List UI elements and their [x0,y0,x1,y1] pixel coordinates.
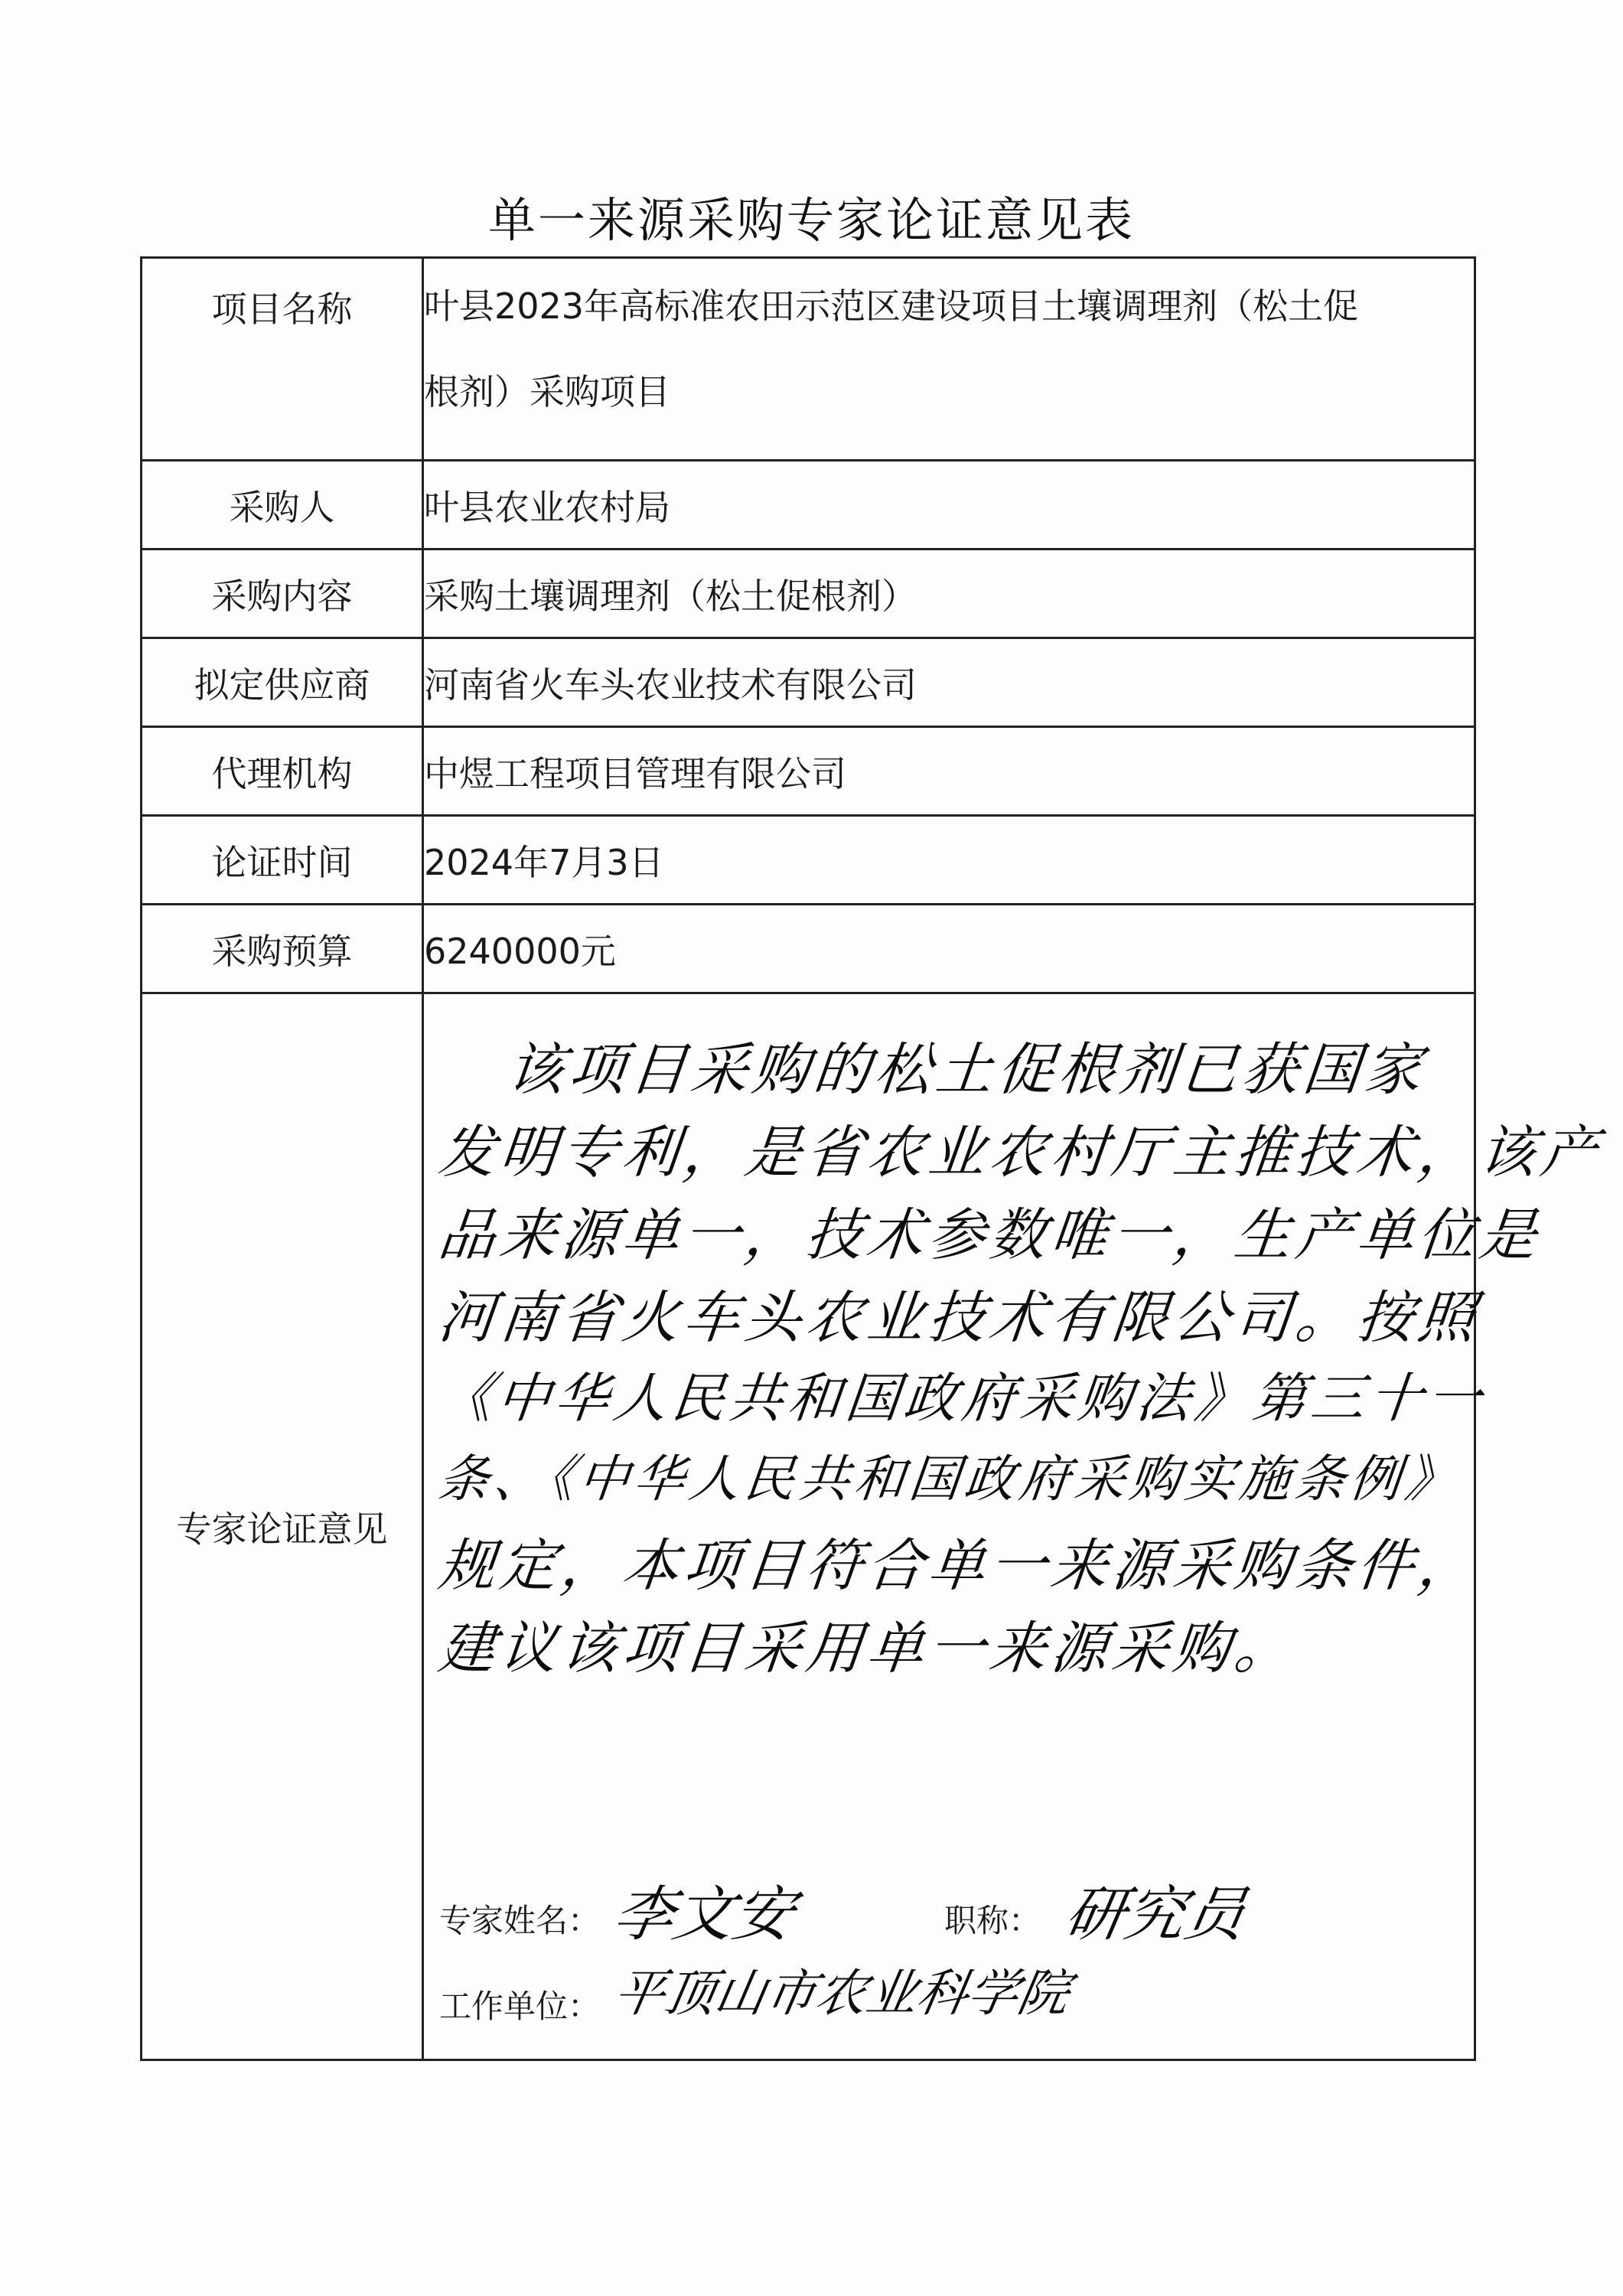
value-project-name-line1: 叶县2023年高标准农田示范区建设项目土壤调理剂（松土促 [424,285,1359,327]
label-purchaser: 采购人 [142,461,423,550]
form-title: 单一来源采购专家论证意见表 [487,192,1135,248]
handwritten-line: 该项目采购的松土促根剂已获国家 [504,1037,1429,1103]
row-expert-opinion [142,993,1475,2060]
title-signature: 研究员 [1059,1880,1251,1949]
opinion-form-table [140,256,1605,2061]
label-date: 论证时间 [142,816,423,905]
row-supplier [142,638,1475,727]
handwritten-line: 《中华人民共和国政府采购法》第三十一 [435,1367,1489,1430]
label-agency: 代理机构 [142,727,423,816]
opinion-area [424,994,1605,2059]
handwritten-line: 条、《中华人民共和国政府采购实施条例》 [435,1450,1464,1508]
value-content: 采购土壤调理剂（松土促根剂） [423,550,1475,638]
expert-name-signature: 李文安 [608,1880,800,1949]
value-date: 2024年7月3日 [423,816,1475,905]
row-purchaser [142,461,1475,550]
value-project-name-line2: 根剂）采购项目 [424,371,670,413]
handwritten-line: 建议该项目采用单一来源采购。 [435,1616,1299,1681]
row-agency [142,727,1475,816]
value-project-name [423,258,1475,461]
employer-label: 工作单位： [439,1988,601,2025]
employer-signature: 平顶山市农业科学院 [609,1964,1074,2023]
value-purchaser: 叶县农业农村局 [423,461,1475,550]
label-supplier: 拟定供应商 [142,638,423,727]
handwritten-line: 品来源单一，技术参数唯一，生产单位是 [435,1202,1544,1268]
row-project-name [142,258,1475,461]
title-label: 职称： [944,1902,1041,1939]
label-project-name: 项目名称 [142,258,423,461]
value-agency: 中煜工程项目管理有限公司 [423,727,1475,816]
expert-name-label: 专家姓名： [439,1902,601,1939]
row-date [142,816,1475,905]
row-content [142,550,1475,638]
value-supplier: 河南省火车头农业技术有限公司 [423,638,1475,727]
label-budget: 采购预算 [142,905,423,993]
label-expert-opinion: 专家论证意见 [142,993,423,2060]
label-content: 采购内容 [142,550,423,638]
handwritten-line: 发明专利，是省农业农村厅主推技术，该产 [435,1120,1605,1186]
value-expert-opinion [423,993,1605,2060]
row-budget [142,905,1475,993]
value-budget: 6240000元 [423,905,1475,993]
handwritten-line: 河南省火车头农业技术有限公司。按照 [435,1285,1483,1351]
handwritten-line: 规定，本项目符合单一来源采购条件， [435,1533,1483,1599]
